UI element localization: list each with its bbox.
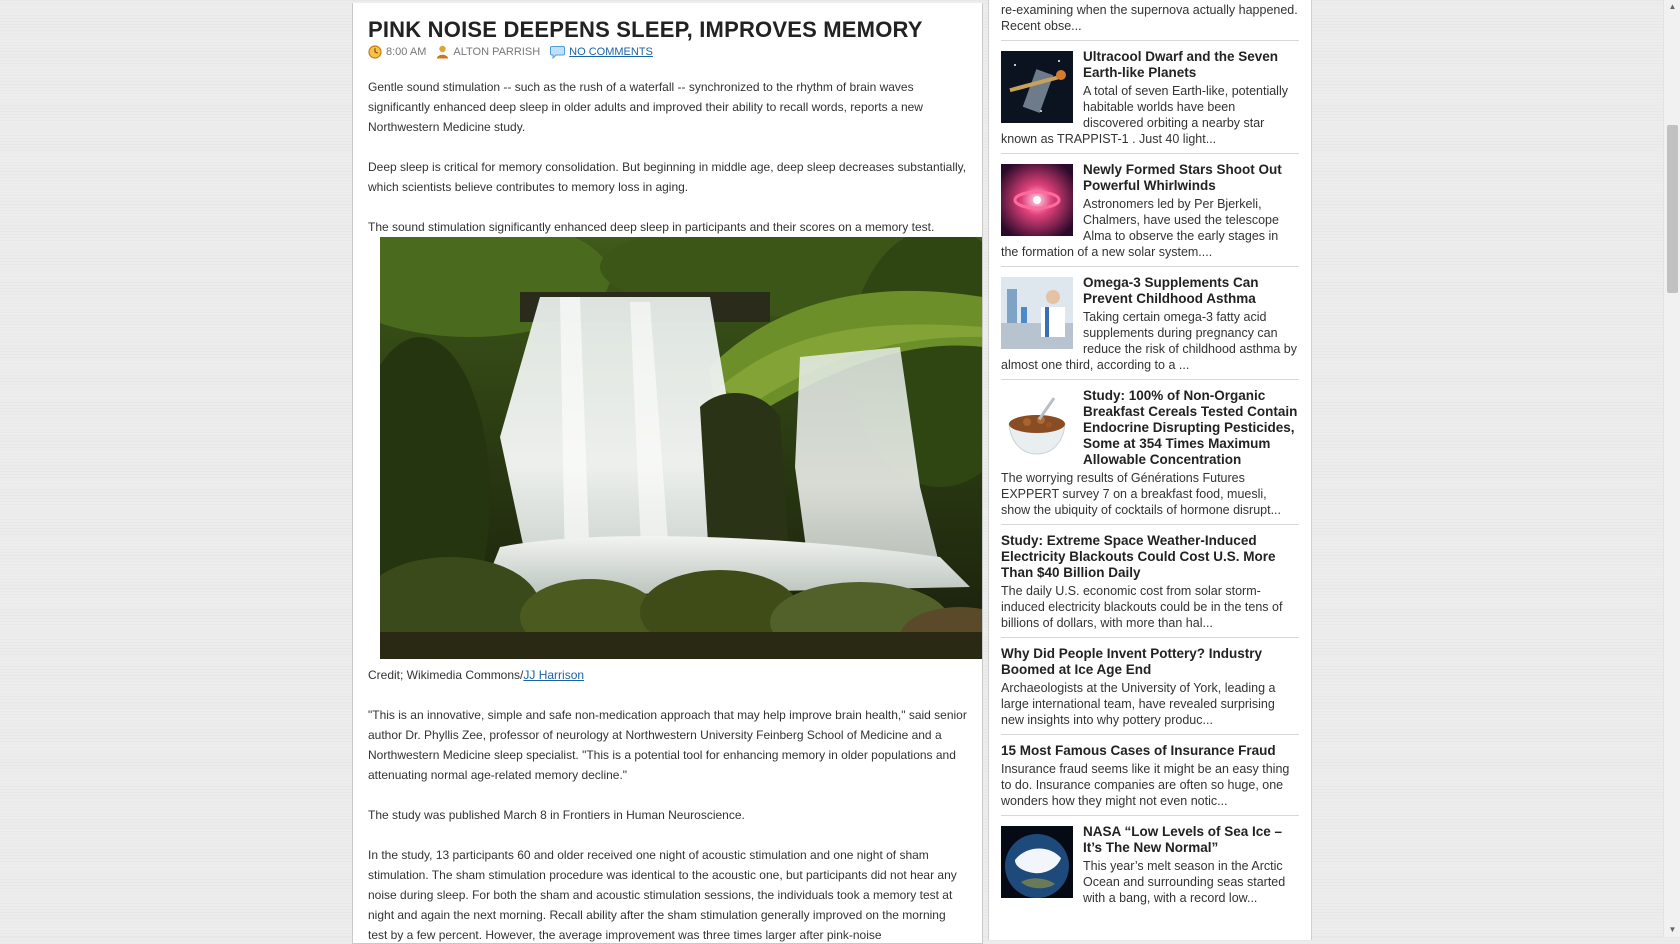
sidebar-item-title[interactable]: Omega-3 Supplements Can Prevent Childhood Asthma bbox=[1083, 275, 1259, 306]
post-time-label: 8:00 AM bbox=[386, 46, 427, 58]
image-credit bbox=[368, 665, 967, 685]
star-jet-thumbnail[interactable] bbox=[1001, 164, 1073, 236]
post-time bbox=[368, 45, 426, 59]
sidebar-item-pottery[interactable] bbox=[1001, 638, 1299, 735]
sidebar-excerpt: Astronomers led by Per Bjerkeli, Chalmers, have used the telescope Alma to observe the early stages in the formation of a new solar system.... bbox=[1001, 197, 1279, 259]
post-author-label: ALTON PARRISH bbox=[453, 46, 541, 58]
post-paragraph: The study was published March 8 in Frontiers in Human Neuroscience. bbox=[368, 808, 745, 822]
sidebar-item-title[interactable]: NASA “Low Levels of Sea Ice – It’s The New Normal” bbox=[1083, 824, 1283, 855]
waterfall-image bbox=[380, 237, 983, 659]
scroll-up-arrow-icon[interactable]: ▲ bbox=[1668, 2, 1677, 11]
sidebar-item-title[interactable]: Why Did People Invent Pottery? Industry Boomed at Ice Age End bbox=[1001, 646, 1263, 677]
arctic-globe-thumbnail[interactable] bbox=[1001, 826, 1073, 898]
sidebar-excerpt: re-examining when the supernova actually happened. Recent obse... bbox=[1001, 3, 1298, 33]
sidebar-item-newly-formed-stars[interactable] bbox=[1001, 154, 1299, 267]
post-meta bbox=[368, 44, 967, 60]
clock-icon bbox=[368, 45, 382, 59]
sidebar-excerpt: A total of seven Earth-like, potentially habitable worlds have been discovered orbiting a nearby star known as TRAPPIST-1 . Just 40 light... bbox=[1001, 84, 1288, 146]
lab-scientist-thumbnail[interactable] bbox=[1001, 277, 1073, 349]
sidebar-excerpt: The daily U.S. economic cost from solar storm-induced electricity blackouts could be in the tens of billions of dollars, with more than hal... bbox=[1001, 584, 1283, 630]
sidebar-item-omega-3[interactable] bbox=[1001, 267, 1299, 380]
sidebar-excerpt: The worrying results of Générations Futures EXPPERT survey 7 on a breakfast food, muesli, show the ubiquity of cocktails of hormone disrupt... bbox=[1001, 471, 1282, 517]
sidebar-item-title[interactable]: 15 Most Famous Cases of Insurance Fraud bbox=[1001, 743, 1276, 758]
scrollbar-thumb[interactable] bbox=[1667, 125, 1678, 293]
planets-thumbnail[interactable] bbox=[1001, 51, 1073, 123]
sidebar-item-breakfast-cereals[interactable] bbox=[1001, 380, 1299, 525]
post-author bbox=[436, 45, 540, 59]
credit-link[interactable]: JJ Harrison bbox=[523, 668, 585, 682]
comment-icon bbox=[550, 45, 565, 59]
sidebar-excerpt: Insurance fraud seems like it might be an easy thing to do. Insurance companies are often so huge, one wonders how they might not even notic... bbox=[1001, 762, 1290, 808]
cereal-bowl-thumbnail[interactable] bbox=[1001, 390, 1073, 462]
vertical-scrollbar[interactable] bbox=[1663, 0, 1680, 937]
user-icon bbox=[436, 45, 449, 59]
scroll-down-arrow-icon[interactable]: ▼ bbox=[1668, 925, 1677, 934]
post-paragraph: Deep sleep is critical for memory consolidation. But beginning in middle age, deep sleep decreases substantially, which scientists believe contributes to memory loss in aging. bbox=[368, 160, 967, 194]
sidebar-item-sea-ice[interactable] bbox=[1001, 816, 1299, 912]
sidebar-item-ultracool-dwarf[interactable] bbox=[1001, 41, 1299, 154]
post-paragraph: "This is an innovative, simple and safe non-medication approach that may help improve brain health," said senior author Dr. Phyllis Zee, professor of neurology at Northwestern University Feinberg School of Medicine and a Northwestern Medicine sleep specialist. "This is a potential tool for enhancing memory in older populations and attenuating normal age-related memory decline." bbox=[368, 708, 967, 782]
sidebar-item-space-weather[interactable] bbox=[1001, 525, 1299, 638]
post-paragraph: The sound stimulation significantly enhanced deep sleep in participants and their scores on a memory test. bbox=[368, 220, 935, 234]
sidebar-item-title[interactable]: Study: Extreme Space Weather-Induced Electricity Blackouts Could Cost U.S. More Than $40 Billion Daily bbox=[1001, 533, 1276, 580]
blog-post bbox=[352, 3, 983, 944]
sidebar-item-title[interactable]: Ultracool Dwarf and the Seven Earth-like Planets bbox=[1083, 49, 1279, 80]
sidebar-excerpt: Archaeologists at the University of York, leading a large international team, have revealed surprising new insights into why pottery produc... bbox=[1001, 681, 1276, 727]
credit-prefix: Credit; Wikimedia Commons/ bbox=[368, 668, 524, 682]
comments-link[interactable]: NO COMMENTS bbox=[569, 46, 653, 58]
sidebar-item-fragment bbox=[1001, 0, 1299, 41]
sidebar-item-title[interactable]: Study: 100% of Non-Organic Breakfast Cereals Tested Contain Endocrine Disrupting Pesticides, Some at 354 Times Maximum Allowable Concentration bbox=[1083, 388, 1298, 467]
sidebar-excerpt: This year’s melt season in the Arctic Ocean and surrounding seas started with a bang, with a record low... bbox=[1083, 859, 1286, 905]
sidebar-popular-posts bbox=[988, 0, 1312, 940]
sidebar-item-insurance-fraud[interactable] bbox=[1001, 735, 1299, 816]
sidebar-excerpt: Taking certain omega-3 fatty acid supplements during pregnancy can reduce the risk of childhood asthma by almost one third, according to a ... bbox=[1001, 310, 1298, 372]
sidebar-item-title[interactable]: Newly Formed Stars Shoot Out Powerful Whirlwinds bbox=[1083, 162, 1282, 193]
post-paragraph: In the study, 13 participants 60 and older received one night of acoustic stimulation and one night of sham stimulation. The sham stimulation procedure was identical to the acoustic one, but participants did not hear any noise during sleep. For both the sham and acoustic stimulation sessions, the individuals took a memory test at night and again the next morning. Recall ability after the sham stimulation generally improved on the morning test by a few percent. However, the average improvement was three times larger after pink-noise bbox=[368, 848, 957, 942]
post-comments[interactable] bbox=[550, 45, 653, 59]
post-paragraph: Gentle sound stimulation -- such as the rush of a waterfall -- synchronized to the rhythm of brain waves significantly enhanced deep sleep in older adults and improved their ability to recall words, reports a new Northwestern Medicine study. bbox=[368, 80, 923, 134]
post-title[interactable]: PINK NOISE DEEPENS SLEEP, IMPROVES MEMORY bbox=[368, 17, 923, 42]
